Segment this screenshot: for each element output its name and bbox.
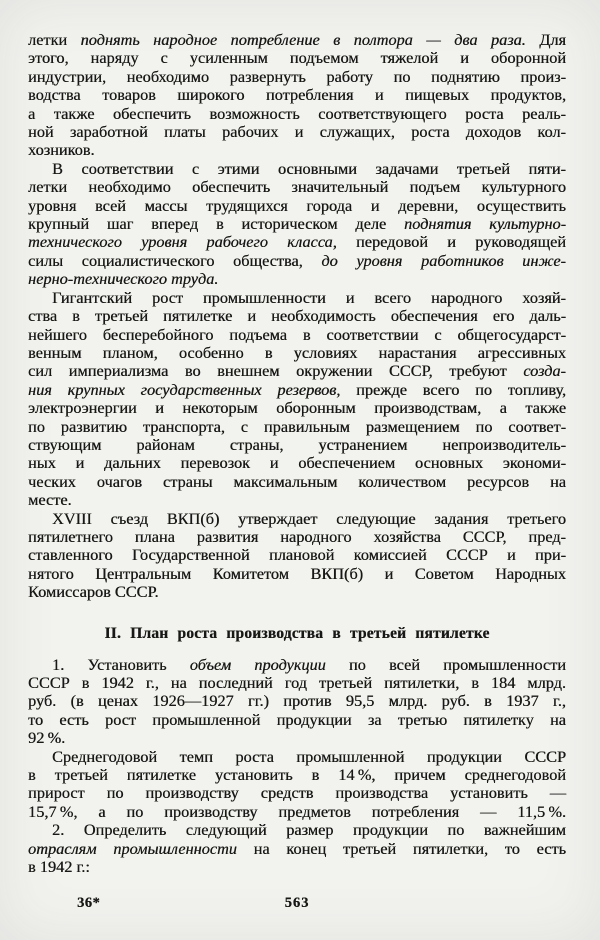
text-line: электроэнергии и некоторым оборонным производствам, а также: [28, 398, 566, 418]
text-line: 2. Определить следующий размер продукции по важнейшим: [52, 820, 566, 840]
text-line: ствующим районам страны, устранением непроизводитель-: [28, 434, 566, 454]
text-line: ставленного Государственной плановой комиссией СССР и при-: [28, 545, 566, 565]
text-line: нятого Центральным Комитетом ВКП(б) и Советом Народных: [28, 563, 566, 583]
text-line: уровня всей массы трудящихся города и деревни, осуществить: [28, 195, 566, 215]
text-line: ния крупных государственных резервов, прежде всего по топливу,: [28, 379, 566, 399]
text-line: нейшего бесперебойного подъема в соответствии с общегосударст-: [28, 324, 566, 344]
text-line: сил империализма во внешнем окружении СССР, требуют созда-: [28, 361, 566, 381]
paragraph: [28, 821, 566, 876]
text-line: 1. Установить объем продукции по всей промышленности: [52, 654, 566, 674]
paragraph: [28, 289, 566, 510]
text-line: технического уровня рабочего класса, передовой и руководящей: [28, 232, 566, 252]
text-line: то есть рост промышленной продукции за третью пятилетку на: [28, 709, 566, 729]
text-line: В соответствии с этими основными задачами третьей пяти-: [52, 158, 566, 178]
text-line: Среднегодовой темп роста промышленной продукции СССР: [52, 746, 566, 766]
text-line: ства в третьей пятилетке и необходимость обеспечения его даль-: [28, 306, 566, 326]
text-line: месте.: [28, 490, 72, 510]
text-line: ной заработной платы рабочих и служащих, роста доходов кол-: [28, 122, 566, 142]
text-line: крупный шаг вперед в историческом деле поднятия культурно-: [28, 214, 566, 234]
text-line: СССР в 1942 г., на последний год третьей пятилетки, в 184 млрд.: [28, 673, 566, 692]
page-number: 563: [284, 895, 310, 912]
text-line: пятилетнего плана развития народного хозяйства СССР, пред-: [28, 526, 566, 546]
body-text-lower: [28, 656, 566, 877]
text-line: прирост по производству средств производства установить —: [28, 783, 566, 803]
paragraph: [28, 510, 566, 602]
text-line: 15,7 %, а по производству предметов потребления — 11,5 %.: [28, 801, 566, 821]
text-line: Комиссаров СССР.: [28, 582, 159, 602]
text-line: Гигантский рост промышленности и всего народного хозяй-: [52, 287, 566, 307]
text-line: ных и дальних перевозок и обеспечением основных экономи-: [28, 453, 566, 473]
text-line: по развитию транспорта, с правильным размещением по соответ-: [28, 416, 566, 436]
text-line: 92 %.: [28, 728, 66, 748]
section-heading: II. План роста производства в третьей пятилетке: [104, 624, 490, 642]
text-line: руб. (в ценах 1926—1927 гг.) против 95,5 млрд. руб. в 1937 г.,: [28, 691, 566, 711]
text-line: нерно-технического труда.: [28, 269, 219, 289]
page-footer: [28, 895, 566, 913]
text-line: летки необходимо обеспечить значительный подъем культурного: [28, 177, 566, 197]
text-line: ческих очагов страны максимальным количеством ресурсов на: [28, 471, 566, 491]
text-line: индустрии, необходимо развернуть работу по поднятию произ-: [28, 66, 566, 86]
text-line: в третьей пятилетке установить в 14 %, причем среднегодовой: [28, 765, 566, 785]
paragraph: [28, 656, 566, 748]
body-text-upper: [28, 31, 566, 602]
text-line: а также обеспечить возможность соответствующего роста реаль-: [28, 103, 566, 123]
text-line: этого, наряду с усиленным подъемом тяжелой и оборонной: [28, 48, 566, 68]
text-line: венным планом, особенно в условиях нарастания агрессивных: [28, 342, 566, 362]
text-line: хозников.: [28, 140, 95, 160]
text-line: силы социалистического общества, до уровня работников инже-: [28, 250, 566, 270]
text-line: летки поднять народное потребление в полтора — два раза. Для: [28, 30, 566, 49]
paragraph: [28, 160, 566, 289]
paragraph: [28, 748, 566, 822]
text-line: в 1942 г.:: [28, 857, 90, 877]
signature-mark: 36*: [77, 895, 101, 912]
text-line: отраслям промышленности на конец третьей пятилетки, то есть: [28, 838, 566, 858]
text-line: XVIII съезд ВКП(б) утверждает следующие задания третьего: [52, 508, 566, 528]
text-line: водства товаров широкого потребления и пищевых продуктов,: [28, 85, 566, 105]
paragraph: [28, 31, 566, 160]
